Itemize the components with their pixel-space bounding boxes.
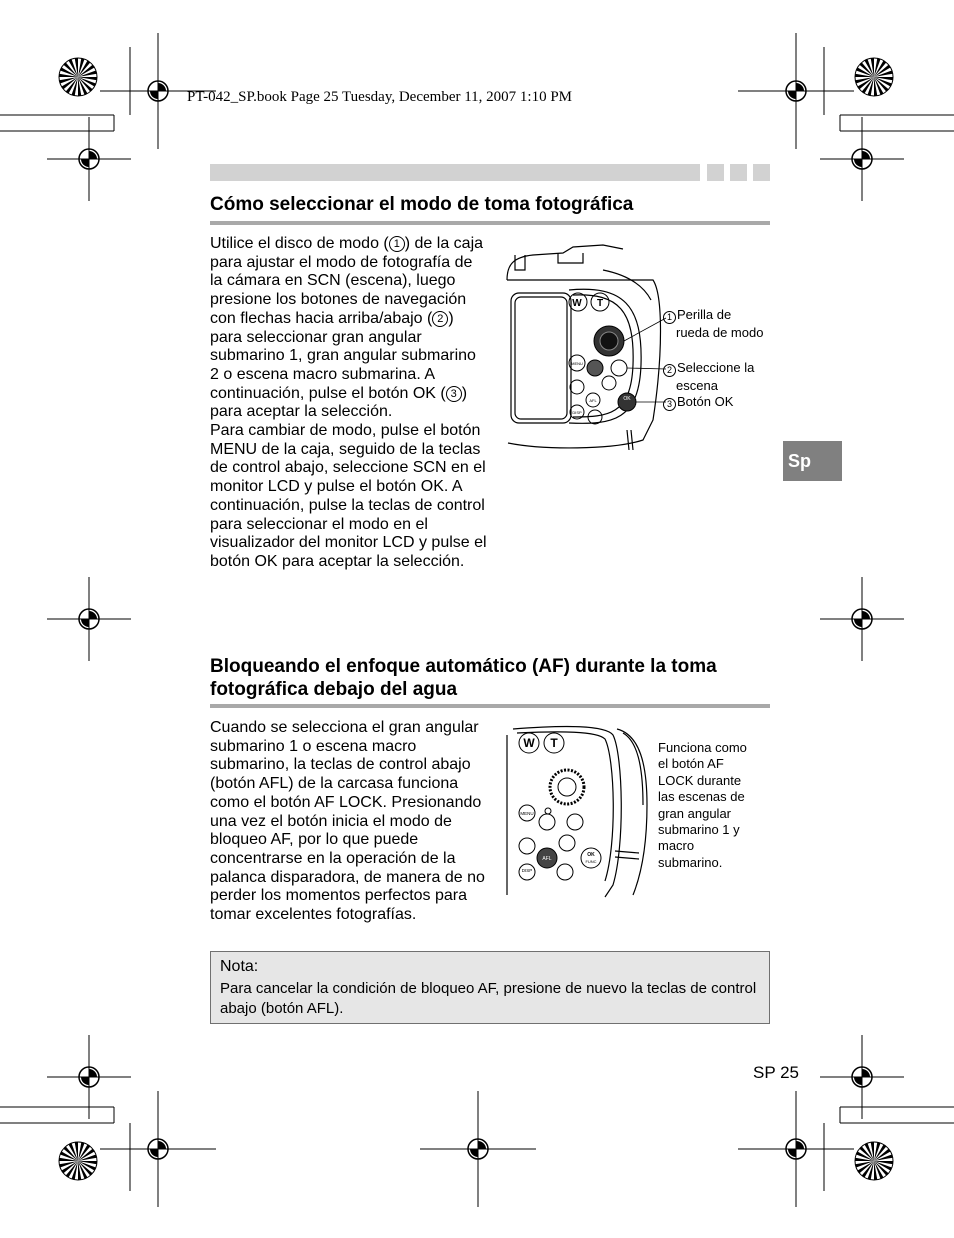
func-button-label-2: FUNC <box>585 859 597 864</box>
label-mode-dial: 1 Perilla de rueda de modo <box>663 306 763 341</box>
note-text: Para cancelar la condición de bloqueo AF, presione de nuevo la teclas de control abajo (botón AFL). <box>220 980 757 1017</box>
section1-title: Cómo seleccionar el modo de toma fotográfica <box>210 194 634 215</box>
afl-button-label: AFL <box>589 398 597 403</box>
file-header: PT-042_SP.book Page 25 Tuesday, December 11, 2007 1:10 PM <box>187 89 573 105</box>
w-button-label-2: W <box>523 736 535 750</box>
figure2-caption: Funciona como el botón AF LOCK durante las escenas de gran angular submarino 1 y macro submarino. <box>658 740 747 870</box>
t-button-label: T <box>596 298 604 309</box>
label-ok-button: 3 Botón OK <box>663 393 733 411</box>
language-tab: Sp <box>783 441 842 481</box>
page-number: SP 25 <box>753 1063 800 1082</box>
menu-button-label: MENU <box>571 361 583 366</box>
callout-2: 2 <box>432 311 448 327</box>
housing-illustration-1 <box>503 245 673 455</box>
note-box <box>210 951 770 1024</box>
w-button-label: W <box>572 298 582 309</box>
callout-1: 1 <box>389 236 405 252</box>
disp-button-label: DISP <box>572 410 582 415</box>
top-gray-bar <box>210 164 700 181</box>
section1-para1: Utilice el disco de modo ( 1 ) de la caja para ajustar el modo de fotografía de la cámara en SCN (escena), luego presione los botones de navegación con flechas hacia arriba/abajo ( 2 ) para seleccionar gran angular submarino 1, gran angular submarino 2 o escena macro submarina. A continuación, pulse el botón OK ( 3 ) para aceptar la selección. <box>210 235 484 421</box>
section2-title: Bloqueando el enfoque automático (AF) durante la toma fotográfica debajo del agua <box>210 656 717 700</box>
t-button-label-2: T <box>550 736 558 750</box>
top-square-3 <box>753 164 770 181</box>
menu-button-label-2: MENU <box>520 811 534 816</box>
label-select-scene: 2 Seleccione la escena <box>663 359 754 394</box>
ok-button-label-2: OK <box>587 852 595 858</box>
disp-button-label-2: DISP <box>521 868 533 873</box>
note-title: Nota: <box>220 958 259 975</box>
top-square-1 <box>707 164 724 181</box>
callout-3: 3 <box>446 386 462 402</box>
top-square-2 <box>730 164 747 181</box>
ok-button-label: OK <box>623 396 631 402</box>
section2-para: Cuando se selecciona el gran angular submarino 1 o escena macro submarino, la teclas de control abajo (botón AFL) de la carcasa funciona como el botón AF LOCK. Presionando una vez el botón inicia el modo de bloqueo AF, por lo que puede concentrarse en la operación de la palanca disparadora, de manera de no perder los momentos perfectos para tomar excelentes fotografías. <box>210 719 485 924</box>
section1-body <box>210 235 488 572</box>
afl-button-label-2: AFL <box>542 856 552 862</box>
section2-rule <box>210 704 770 708</box>
section1-para2: Para cambiar de modo, pulse el botón MENU de la caja, seguido de la teclas de control abajo, seleccione SCN en el monitor LCD y pulse el botón OK. A continuación, pulse la teclas de control para seleccionar el modo en el visualizador del monitor LCD y pulse el botón OK para aceptar la selección. <box>210 422 487 570</box>
section1-rule <box>210 221 770 225</box>
housing-illustration-2 <box>505 725 655 900</box>
section2-body <box>210 719 488 925</box>
